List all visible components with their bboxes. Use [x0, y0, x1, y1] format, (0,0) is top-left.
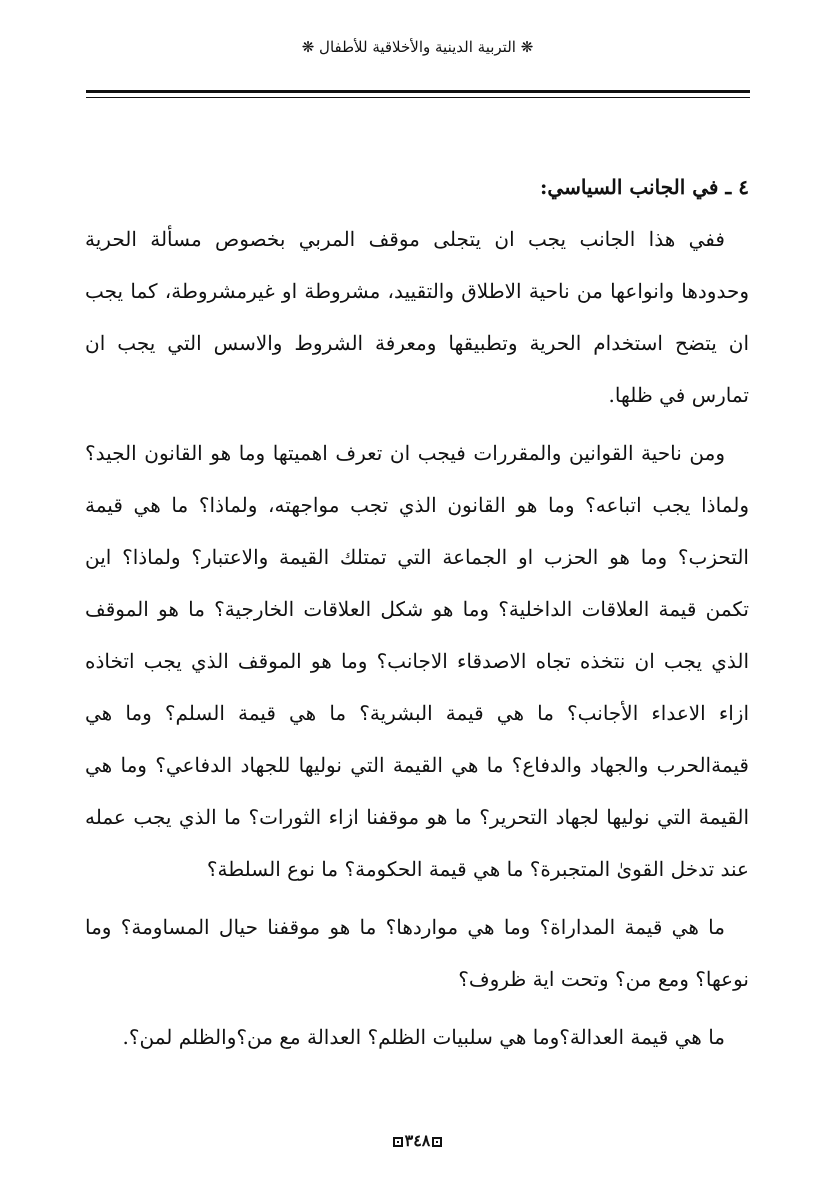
- page-number: ٣٤٨: [404, 1131, 431, 1150]
- header-rule-thick: [86, 90, 750, 93]
- square-box-ornament-icon: [432, 1137, 442, 1147]
- paragraph-laws-and-questions: ومن ناحية القوانين والمقررات فيجب ان تعرف اهميتها وما هو القانون الجيد؟ ولماذا يجب اتباعه؟ وما هو القانون الذي تجب مواجهته، ولماذا؟ ما هي قيمة التحزب؟ وما هو الحزب او الجماعة التي تمتلك القيمة والاعتبار؟ ولماذا؟ اين تكمن قيمة العلاقات الداخلية؟ وما هو شكل العلاقات الخارجية؟ ما هو الموقف الذي يجب ان نتخذه تجاه الاصدقاء الاجانب؟ وما هو الموقف الذي يجب اتخاذه ازاء الاعداء الأجانب؟ ما هي قيمة البشرية؟ ما هي قيمة السلم؟ وما هي قيمةالحرب والجهاد والدفاع؟ ما هي القيمة التي نوليها للجهاد الدفاعي؟ وما هي القيمة التي نوليها لجهاد التحرير؟ ما هو موقفنا ازاء الثورات؟ ما الذي يجب عمله عند تدخل القوىٰ المتجبرة؟ ما هي قيمة الحكومة؟ ما نوع السلطة؟: [85, 441, 749, 881]
- page-number-footer: [0, 1130, 835, 1152]
- paragraph-justice: ما هي قيمة العدالة؟وما هي سلبيات الظلم؟ العدالة مع من؟والظلم لمن؟.: [122, 1025, 725, 1049]
- square-box-ornament-icon: [393, 1137, 403, 1147]
- header-rule-thin: [86, 97, 750, 98]
- paragraph-tolerance: ما هي قيمة المداراة؟ وما هي مواردها؟ ما هو موقفنا حيال المساومة؟ وما نوعها؟ ومع من؟ وتحت اية ظروف؟: [85, 915, 749, 991]
- paragraph-freedom: ففي هذا الجانب يجب ان يتجلى موقف المربي بخصوص مسألة الحرية وحدودها وانواعها من ناحية الاطلاق والتقييد، مشروطة او غيرمشروطة، كما يجب ان يتضح استخدام الحرية وتطبيقها ومعرفة الشروط والاسس التي يجب ان تمارس في ظلها.: [85, 227, 749, 407]
- running-header: ❋ التربية الدينية والأخلاقية للأطفال ❋: [301, 38, 534, 56]
- section-heading: ٤ ـ في الجانب السياسي:: [540, 175, 749, 199]
- body-text: [85, 172, 749, 1063]
